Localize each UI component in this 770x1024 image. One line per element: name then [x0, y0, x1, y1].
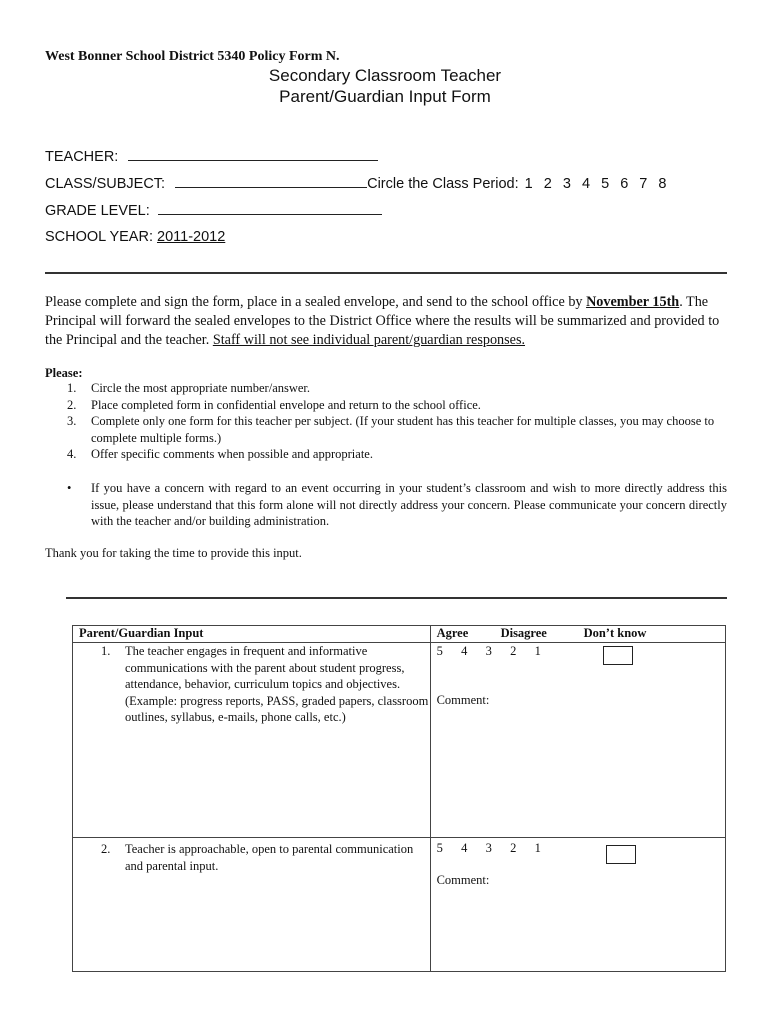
rating-4[interactable]: 4 — [461, 841, 468, 855]
table-row — [73, 838, 726, 972]
period-7[interactable]: 7 — [639, 176, 648, 192]
instructions-list — [45, 380, 735, 463]
rating-4[interactable]: 4 — [461, 644, 468, 658]
school-year-field — [45, 229, 225, 245]
rating-2[interactable]: 2 — [510, 841, 517, 855]
list-number: 3. — [67, 414, 77, 429]
rating-1[interactable]: 1 — [534, 841, 541, 855]
question-1 — [73, 643, 431, 838]
table-divider — [66, 597, 727, 599]
instructions-heading: Please: — [45, 366, 83, 380]
list-number: 4. — [67, 447, 77, 462]
list-item — [45, 446, 735, 463]
list-text: Circle the most appropriate number/answer. — [91, 381, 311, 395]
concern-text: If you have a concern with regard to an event occurring in your student’s classroom and wish to more directly address this issue, please understand that this form alone will not directly address your concern. Please communicate your concern directly with the teacher and/or building administration. — [91, 481, 727, 528]
rating-5[interactable]: 5 — [436, 644, 443, 658]
bullet-icon: • — [67, 481, 72, 495]
list-text: Complete only one form for this teacher per subject. (If your student has this teacher for multiple classes, you may choose to complete multiple forms.) — [91, 414, 715, 445]
rating-2[interactable]: 2 — [510, 644, 517, 658]
comment-label: Comment: — [436, 693, 490, 707]
period-5[interactable]: 5 — [601, 176, 610, 192]
form-title: Secondary Classroom Teacher — [268, 66, 502, 85]
class-subject-label: CLASS/SUBJECT: — [45, 176, 166, 192]
list-number: 2. — [67, 397, 77, 412]
list-item — [45, 397, 735, 414]
grade-level-label: GRADE LEVEL: — [45, 203, 150, 219]
header-dont-know: Don’t know — [583, 626, 647, 640]
period-2[interactable]: 2 — [543, 176, 552, 192]
thank-you-text: Thank you for taking the time to provide this input. — [45, 546, 302, 560]
policy-form-line: West Bonner School District 5340 Policy Form N. — [45, 49, 340, 64]
class-subject-input-line[interactable] — [175, 175, 367, 188]
question-number: 2. — [101, 842, 111, 856]
deadline-date: November 15th — [586, 294, 680, 310]
class-subject-field — [45, 175, 666, 192]
grade-level-input-line[interactable] — [158, 202, 382, 215]
list-item — [45, 380, 735, 397]
school-year-label: SCHOOL YEAR: — [45, 229, 153, 245]
list-text: Place completed form in confidential envelope and return to the school office. — [91, 397, 481, 412]
circle-period-label: Circle the Class Period: — [367, 176, 519, 192]
rating-cell-2 — [430, 838, 725, 972]
table-header-row — [73, 626, 726, 643]
comment-label: Comment: — [436, 873, 490, 887]
period-8[interactable]: 8 — [658, 176, 667, 192]
concern-note — [45, 480, 727, 530]
teacher-input-line[interactable] — [128, 148, 378, 161]
question-number: 1. — [101, 644, 111, 658]
table-row — [73, 643, 726, 838]
rating-1[interactable]: 1 — [534, 644, 541, 658]
section-divider — [45, 272, 727, 274]
question-text: Teacher is approachable, open to parental communication and parental input. — [125, 842, 414, 873]
teacher-label: TEACHER: — [45, 149, 119, 165]
form-subtitle: Parent/Guardian Input Form — [279, 87, 491, 106]
header-agree: Agree — [436, 626, 469, 640]
intro-paragraph — [45, 293, 730, 350]
dont-know-checkbox[interactable] — [606, 845, 636, 864]
intro-text-1: Please complete and sign the form, place in a sealed envelope, and send to the school office by — [45, 294, 587, 310]
list-text: Offer specific comments when possible and appropriate. — [91, 447, 373, 462]
header-parent-guardian-input: Parent/Guardian Input — [73, 626, 431, 643]
school-year-value: 2011-2012 — [157, 229, 226, 245]
question-text: The teacher engages in frequent and informative communications with the parent about student progress, attendance, behavior, curriculum topics and objectives. (Example: progress reports, PASS, graded papers, classroom outlines, syllabus, e-mails, phone calls, etc.) — [125, 644, 429, 725]
rating-cell-1 — [430, 643, 725, 838]
rating-scale — [437, 644, 560, 659]
rating-5[interactable]: 5 — [436, 841, 443, 855]
dont-know-checkbox[interactable] — [603, 646, 633, 665]
period-1[interactable]: 1 — [524, 176, 533, 192]
grade-level-field — [45, 202, 382, 219]
period-4[interactable]: 4 — [581, 176, 591, 192]
question-2 — [73, 838, 431, 972]
header-disagree: Disagree — [500, 626, 547, 640]
input-table — [72, 625, 726, 972]
intro-text-2: . The Principal will forward the sealed envelopes to the District Office where the results will be summarized and provided to the Principal and the teacher. — [45, 294, 720, 348]
list-item — [45, 413, 735, 446]
period-6[interactable]: 6 — [620, 176, 629, 192]
list-number: 1. — [67, 381, 77, 395]
staff-note: Staff will not see individual parent/guardian responses. — [212, 332, 526, 348]
header-rating — [430, 626, 725, 643]
rating-3[interactable]: 3 — [485, 841, 492, 855]
period-3[interactable]: 3 — [562, 176, 571, 192]
rating-scale — [437, 841, 560, 856]
teacher-field — [45, 148, 378, 165]
rating-3[interactable]: 3 — [485, 644, 492, 658]
